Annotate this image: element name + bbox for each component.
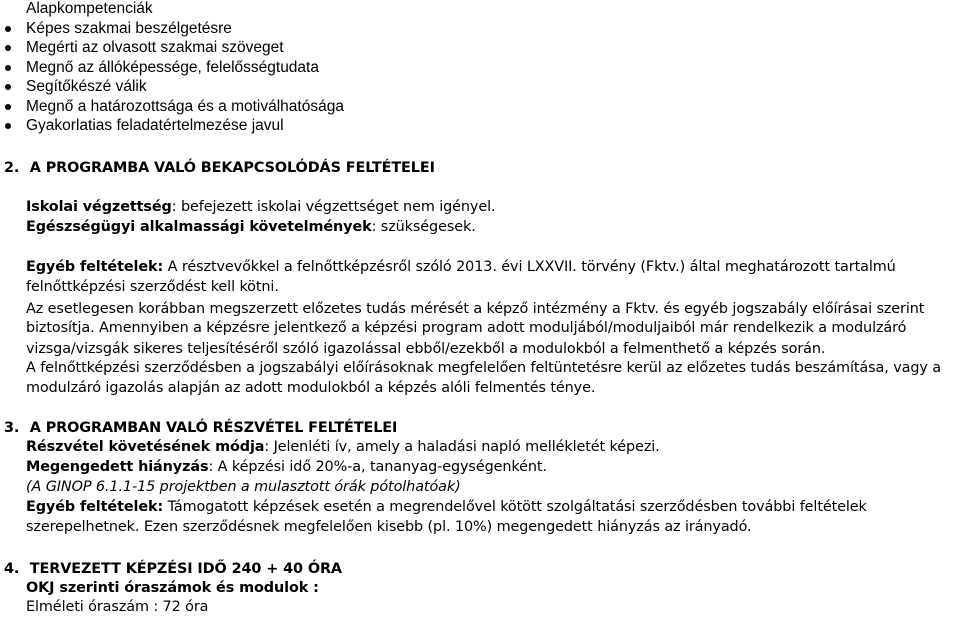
section-4-heading [4, 559, 342, 579]
other-conditions-line: Egyéb feltételek: Támogatott képzések esetén a megrendelővel kötött szolgáltatási szerződésben további feltételek [26, 499, 867, 515]
bullet-icon [5, 26, 11, 32]
list-item: Gyakorlatias feladatértelmezése javul [0, 116, 344, 135]
list-item: Megérti az olvasott szakmai szöveget [0, 38, 344, 57]
section-title: A PROGRAMBA VALÓ BEKAPCSOLÓDÁS FELTÉTELEI [29, 160, 435, 176]
competencies-title: Alapkompetenciák [26, 0, 153, 17]
section-number: 2. [4, 160, 20, 176]
allowed-absence: Megengedett hiányzás: A képzési idő 20%-a, tananyag-egységenként. [26, 459, 547, 475]
theory-hours: Elméleti óraszám : 72 óra [26, 599, 209, 615]
other-conditions-line: Egyéb feltételek: A résztvevőkkel a felnőttképzésről szóló 2013. évi LXXVII. törvény (Fktv.) által meghatározott tartalmú [26, 259, 896, 275]
participation-mode: Részvétel követésének módja: Jelenléti ív, amely a haladási napló mellékletét képezi. [26, 439, 660, 455]
section-2-heading [4, 158, 435, 178]
list-item: Képes szakmai beszélgetésre [0, 19, 344, 38]
school-requirement: Iskolai végzettség: befejezett iskolai végzettséget nem igényel. [26, 199, 496, 215]
health-requirement: Egészségügyi alkalmassági követelmények: szükségesek. [26, 219, 476, 235]
section-title: TERVEZETT KÉPZÉSI IDŐ 240 + 40 ÓRA [29, 561, 342, 577]
paragraph-line: Az esetlegesen korábban megszerzett előzetes tudás mérését a képző intézmény a Fktv. és egyéb jogszabály előírásai szerint [26, 301, 925, 317]
okj-subheading: OKJ szerinti óraszámok és modulok : [26, 580, 319, 596]
section-number: 3. [4, 420, 20, 436]
bullet-icon [5, 84, 11, 90]
bullet-icon [5, 104, 11, 110]
section-3-heading [4, 418, 397, 438]
section-title: A PROGRAMBAN VALÓ RÉSZVÉTEL FELTÉTELEI [29, 420, 398, 436]
competencies-list [0, 19, 344, 135]
ginop-note: (A GINOP 6.1.1-15 projektben a mulasztott órák pótolhatóak) [26, 479, 461, 495]
paragraph-line: A felnőttképzési szerződésben a jogszabályi előírásoknak megfelelően feltüntetésre kerül az előzetes tudás beszámítása, vagy a [26, 360, 941, 376]
paragraph-line: modulzáró igazolás alapján az adott modulokból a képzés alóli felmentés ténye. [26, 380, 596, 396]
bullet-icon [5, 123, 11, 129]
bullet-icon [5, 65, 11, 71]
list-item: Segítőkészé válik [0, 77, 344, 96]
other-conditions-line: szerepelhetnek. Ezen szerződésnek megfelelően kisebb (pl. 10%) megengedett hiányzás az irányadó. [26, 519, 752, 535]
section-number: 4. [4, 561, 20, 577]
other-conditions-line: felnőttképzési szerződést kell kötni. [26, 279, 279, 295]
bullet-icon [5, 45, 11, 51]
list-item: Megnő a határozottsága és a motiválhatósága [0, 97, 344, 116]
paragraph-line: biztosítja. Amennyiben a képzésre jelentkező a képzési program adott moduljából/moduljaiból már rendelkezik a modulzáró [26, 320, 907, 336]
list-item: Megnő az állóképessége, felelősségtudata [0, 58, 344, 77]
paragraph-line: vizsga/vizsgák sikeres teljesítéséről szóló igazolással ebből/ezekből a modulokból a felmenthető a képzés során. [26, 341, 826, 357]
